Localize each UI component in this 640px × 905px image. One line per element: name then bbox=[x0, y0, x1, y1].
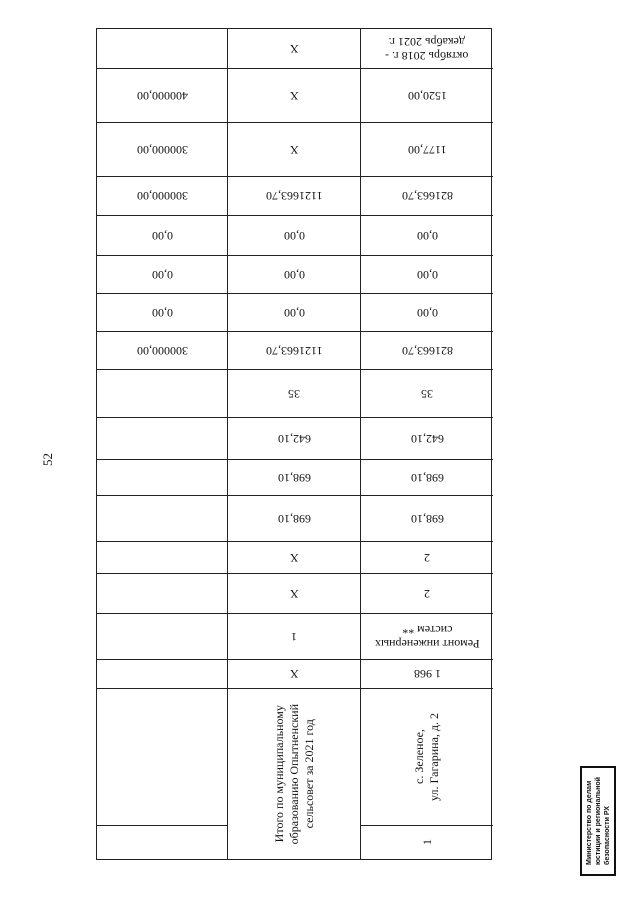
table-row bbox=[97, 614, 493, 660]
table-cell-empty bbox=[97, 689, 227, 859]
table-cell: 0,00 bbox=[151, 305, 173, 320]
table-cell-total-label: Итого по муниципальному образованию Опытненский сельсовет за 2021 год bbox=[227, 689, 360, 859]
table-cell: 1177,00 bbox=[360, 123, 493, 176]
table-row bbox=[97, 660, 493, 689]
table-cell: 0,00 bbox=[227, 294, 360, 331]
address-row bbox=[97, 689, 493, 859]
table-cell bbox=[97, 660, 227, 688]
table-cell bbox=[97, 460, 227, 495]
table-cell bbox=[97, 496, 227, 541]
table-row bbox=[97, 542, 493, 574]
stamp-text: Министерство по делам юстиции и региональной безопасности РХ bbox=[585, 777, 611, 865]
table-cell: 698,10 bbox=[360, 496, 493, 541]
ministry-stamp bbox=[580, 766, 616, 876]
table-cell: 2 bbox=[360, 574, 493, 613]
data-table bbox=[96, 28, 492, 860]
table-cell: 2 bbox=[360, 542, 493, 573]
table-cell: 300000,00 bbox=[136, 142, 188, 157]
table-cell: Ремонт инженерных систем ** bbox=[360, 614, 493, 659]
table-cell: 0,00 bbox=[360, 294, 493, 331]
table-cell: 1 bbox=[227, 614, 360, 659]
table-cell bbox=[97, 29, 227, 68]
table-cell: 821663,70 bbox=[360, 332, 493, 369]
table-cell bbox=[97, 418, 227, 459]
table-row bbox=[97, 294, 493, 332]
table-row bbox=[97, 332, 493, 370]
table-cell: Х bbox=[227, 29, 360, 68]
table-cell: 0,00 bbox=[360, 256, 493, 293]
row-number: 1 bbox=[419, 839, 434, 845]
table-cell: 0,00 bbox=[360, 216, 493, 255]
table-row bbox=[97, 29, 493, 69]
table-row bbox=[97, 177, 493, 216]
table-row bbox=[97, 574, 493, 614]
table-row bbox=[97, 216, 493, 256]
table-row bbox=[97, 370, 493, 418]
table-cell: 0,00 bbox=[151, 228, 173, 243]
table-cell: 300000,00 bbox=[136, 189, 188, 203]
table-cell bbox=[97, 614, 227, 659]
table-cell: Х bbox=[227, 542, 360, 573]
table-row bbox=[97, 69, 493, 123]
table-cell: 642,10 bbox=[227, 418, 360, 459]
table-row bbox=[97, 496, 493, 542]
table-cell: 698,10 bbox=[360, 460, 493, 495]
table-cell: 642,10 bbox=[360, 418, 493, 459]
table-cell: 0,00 bbox=[151, 267, 173, 282]
table-cell: октябрь 2018 г. - декабрь 2021 г. bbox=[360, 29, 493, 68]
table-row bbox=[97, 418, 493, 460]
table-cell: 300000,00 bbox=[136, 343, 188, 358]
table-cell: 35 bbox=[227, 370, 360, 417]
table-cell bbox=[97, 542, 227, 573]
table-cell: 35 bbox=[360, 370, 493, 417]
table-row bbox=[97, 123, 493, 177]
table-row bbox=[97, 256, 493, 294]
table-cell bbox=[97, 370, 227, 417]
table-cell: 400000,00 bbox=[136, 88, 188, 103]
table-cell: 0,00 bbox=[227, 256, 360, 293]
table-cell: Х bbox=[227, 69, 360, 122]
table-cell: 698,10 bbox=[227, 496, 360, 541]
table-cell: 1520,00 bbox=[360, 69, 493, 122]
table-cell-address: с. Зеленое, ул. Гагарина, д. 2 1 bbox=[360, 689, 493, 859]
page-number: 52 bbox=[40, 453, 55, 467]
table-cell: Х bbox=[227, 574, 360, 613]
table-cell: 698,10 bbox=[227, 460, 360, 495]
table-cell bbox=[97, 574, 227, 613]
table-cell: 0,00 bbox=[227, 216, 360, 255]
table-cell: 1 968 bbox=[360, 660, 493, 688]
table-cell: 1121663,70 bbox=[227, 177, 360, 215]
table-row bbox=[97, 460, 493, 496]
table-cell: 1121663,70 bbox=[227, 332, 360, 369]
table-cell: Х bbox=[227, 123, 360, 176]
table-cell: Х bbox=[227, 660, 360, 688]
table-cell: 821663,70 bbox=[360, 177, 493, 215]
